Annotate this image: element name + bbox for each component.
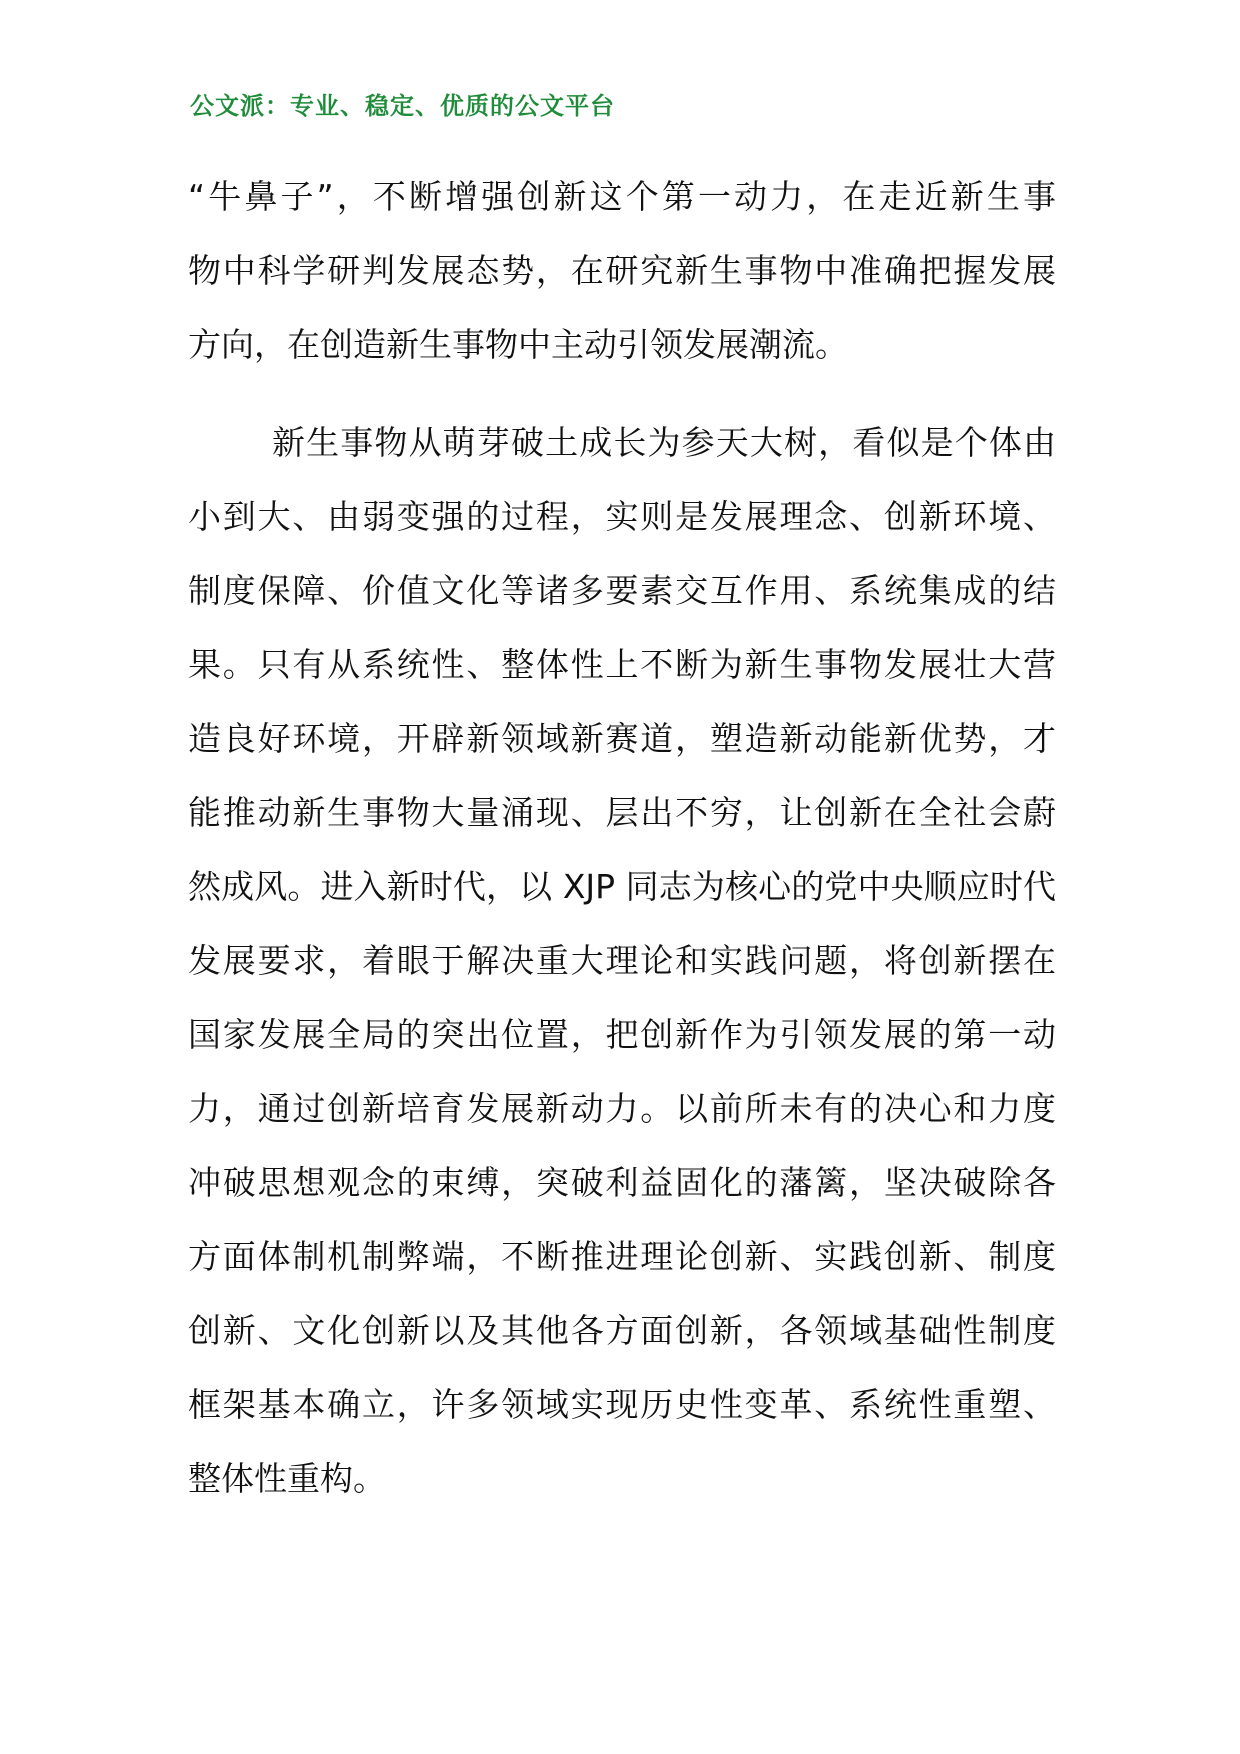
paragraph-line: 整体性重构。: [188, 1459, 386, 1498]
paragraph-line: 造良好环境，开辟新领域新赛道，塑造新动能新优势，才: [188, 719, 1056, 758]
paragraph-gap: [188, 382, 1056, 406]
paragraph-line: 果。只有从系统性、整体性上不断为新生事物发展壮大营: [188, 645, 1056, 684]
paragraph-line: 小到大、由弱变强的过程，实则是发展理念、创新环境、: [188, 497, 1056, 536]
paragraph-line: 冲破思想观念的束缚，突破利益固化的藩篱，坚决破除各: [188, 1163, 1056, 1202]
paragraph-1: [188, 160, 1056, 382]
paragraph-line: 然成风。进入新时代，以 XJP 同志为核心的党中央顺应时代: [188, 867, 1056, 906]
paragraph-line: 方向，在创造新生事物中主动引领发展潮流。: [188, 325, 848, 364]
paragraph-line: 新生事物从萌芽破土成长为参天大树，看似是个体由: [272, 423, 1056, 462]
document-body: [188, 160, 1056, 1516]
paragraph-line: 国家发展全局的突出位置，把创新作为引领发展的第一动: [188, 1015, 1056, 1054]
page-header: 公文派：专业、稳定、优质的公文平台: [190, 92, 615, 120]
paragraph-line: 能推动新生事物大量涌现、层出不穷，让创新在全社会蔚: [188, 793, 1056, 832]
paragraph-line: 框架基本确立，许多领域实现历史性变革、系统性重塑、: [188, 1385, 1056, 1424]
paragraph-line: 物中科学研判发展态势，在研究新生事物中准确把握发展: [188, 251, 1056, 290]
paragraph-line: 方面体制机制弊端，不断推进理论创新、实践创新、制度: [188, 1237, 1056, 1276]
paragraph-2: [188, 406, 1056, 1516]
paragraph-line: 发展要求，着眼于解决重大理论和实践问题，将创新摆在: [188, 941, 1056, 980]
paragraph-line: “牛鼻子”，不断增强创新这个第一动力，在走近新生事: [188, 177, 1056, 216]
paragraph-line: 创新、文化创新以及其他各方面创新，各领域基础性制度: [188, 1311, 1056, 1350]
paragraph-line: 力，通过创新培育发展新动力。以前所未有的决心和力度: [188, 1089, 1056, 1128]
paragraph-line: 制度保障、价值文化等诸多要素交互作用、系统集成的结: [188, 571, 1056, 610]
